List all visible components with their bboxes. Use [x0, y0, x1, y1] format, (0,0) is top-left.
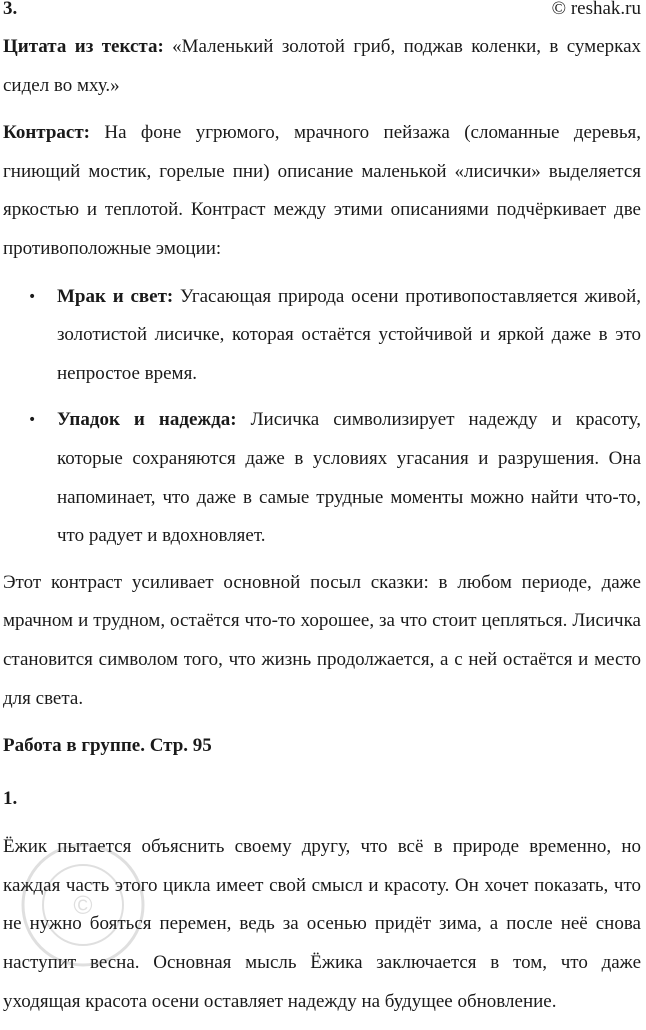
list-item	[3, 401, 641, 555]
exercise-number: 3.	[3, 0, 18, 19]
contrast-text: На фоне угрюмого, мрачного пейзажа (сломанные деревья, гниющий мостик, горелые пни) описание маленькой «лисички» выделяется яркостью и теплотой. Контраст между этими описаниями подчёркивает две противоположные эмоции:	[3, 122, 641, 259]
list-item	[3, 278, 641, 394]
page-header	[3, 0, 641, 28]
bullet-text: Лисичка символизирует надежду и красоту, которые сохраняются даже в условиях угасания и разрушения. Она напоминает, что даже в самые трудные моменты можно найти что-то, что радует и вдохновляет.	[57, 409, 642, 547]
contrast-label: Контраст:	[3, 122, 91, 144]
bullet-text: Угасающая природа осени противопоставляется живой, золотистой лисичке, которая остаётся устойчивой и яркой даже в это непростое время.	[57, 285, 642, 384]
bullet-label: Мрак и свет:	[57, 285, 174, 307]
conclusion-paragraph: Этот контраст усиливает основной посыл сказки: в любом периоде, даже мрачном и трудном, остаётся что-то хорошее, за что стоит цепляться. Лисичка становится символом того, что жизнь продолжается, а с ней остаётся и место для света.	[3, 571, 641, 709]
bullet-label: Упадок и надежда:	[57, 409, 237, 431]
quote-paragraph	[3, 28, 641, 105]
group-work-heading: Работа в группе. Стр. 95	[3, 735, 212, 757]
site-credit: © reshak.ru	[551, 0, 641, 19]
quote-text: «Маленький золотой гриб, поджав коленки, в сумерках сидел во мху.»	[3, 36, 642, 96]
answer-paragraph: Ёжик пытается объяснить своему другу, что всё в природе временно, но каждая часть этого цикла имеет свой смысл и красоту. Он хочет показать, что не нужно бояться перемен, ведь за осенью придёт зима, а после неё снова наступит весна. Основная мысль Ёжика заключается в том, что даже уходящая красота осени оставляет надежду на будущее обновление.	[3, 836, 641, 1012]
quote-label: Цитата из текста:	[3, 36, 164, 57]
document-page	[3, 0, 641, 1030]
task-number: 1.	[3, 787, 18, 809]
contrast-paragraph	[3, 114, 641, 268]
svg-text:©: ©	[73, 890, 93, 920]
contrast-list	[3, 278, 641, 556]
